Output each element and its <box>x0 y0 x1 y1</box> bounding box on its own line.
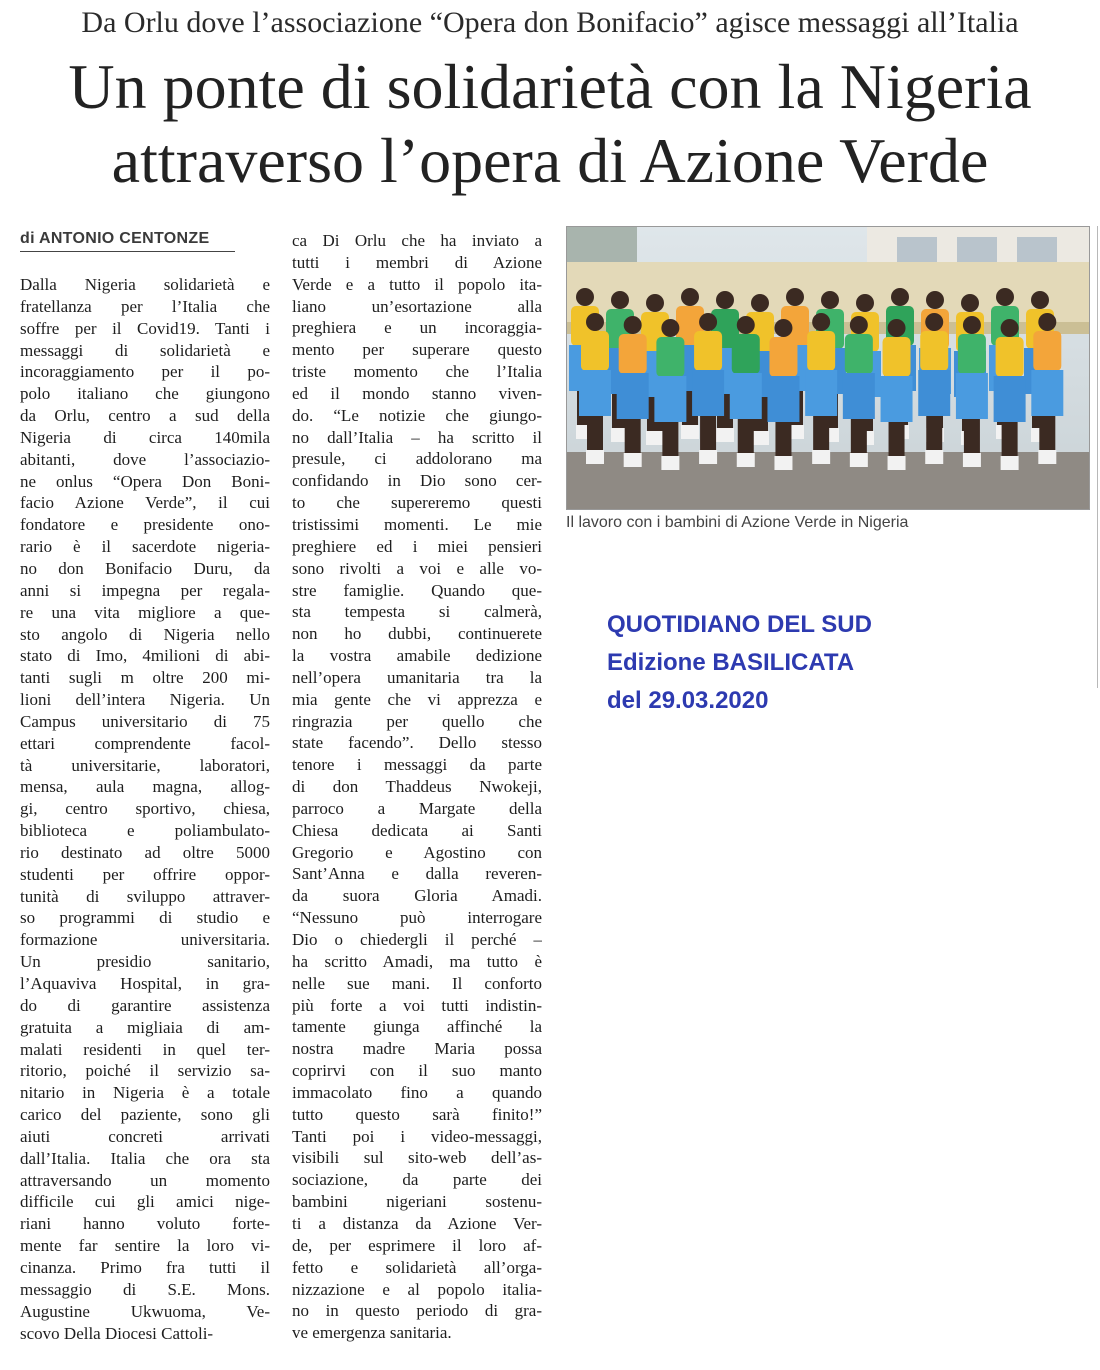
article-text-line: anni si impegna per regala- <box>20 580 270 600</box>
article-text-line: ne onlus “Opera Don Boni- <box>20 471 270 491</box>
article-text-line: mia gente che vi apprezza e <box>292 689 542 709</box>
article-text-line: nitario in Nigeria è a totale <box>20 1083 270 1103</box>
article-text-line: tamente giunga affinché la <box>292 1017 542 1037</box>
article-text-line: messaggio di S.E. Mons. <box>20 1279 270 1299</box>
article-text-line: riani hanno voluto forte- <box>20 1214 270 1234</box>
article-text-line: Verde e a tutto il popolo ita- <box>292 274 542 294</box>
article-text-line: abitanti, dove l’associazio- <box>20 449 270 469</box>
article-text-line: mensa, aula magna, allog- <box>20 777 270 797</box>
article-text-line: sto angolo di Nigeria nello <box>20 624 270 644</box>
article-text-line: no don Bonifacio Duru, da <box>20 558 270 578</box>
article-headline <box>0 50 1100 198</box>
article-text-line: ritorio, poiché il servizio sa- <box>20 1061 270 1081</box>
article-text-line: dall’Italia. Italia che ora sta <box>20 1148 270 1168</box>
article-text-line: fetto e solidarietà all’orga- <box>292 1257 542 1277</box>
article-text-line: da Orlu, centro a sud della <box>20 406 270 426</box>
article-text-line: tutto questo sarà finito!” <box>292 1104 542 1124</box>
article-photo <box>566 226 1090 510</box>
article-text-line: fondatore e presidente ono- <box>20 515 270 535</box>
article-text-line: Dalla Nigeria solidarietà e <box>20 275 270 294</box>
article-text-line: studenti per offrire oppor- <box>20 864 270 884</box>
article-text-line: facio Azione Verde”, il cui <box>20 493 270 513</box>
article-text-line: ve emergenza sanitaria. <box>292 1323 452 1343</box>
article-text-line: Un presidio sanitario, <box>20 952 270 972</box>
article-text-line: immacolato fino a quando <box>292 1082 542 1102</box>
source-note <box>607 606 872 720</box>
article-text-line: lioni dell’intera Nigeria. Un <box>20 690 270 710</box>
article-text-line: ed il mondo stanno viven- <box>292 383 542 403</box>
article-text-line: no dall’Italia – ha scritto il <box>292 427 542 447</box>
article-text-line: nell’opera umanitaria tra la <box>292 667 542 687</box>
article-text-line: polo italiano che giungono <box>20 384 270 404</box>
article-text-line: stato di Imo, 4milioni di abi- <box>20 646 270 666</box>
article-text-line: Campus universitario di 75 <box>20 711 270 731</box>
article-text-line: confidando in Dio sono cer- <box>292 471 542 491</box>
article-text-line: tunità di sviluppo attraver- <box>20 886 270 906</box>
article-text-line: incoraggiamento per il po- <box>20 362 270 382</box>
source-edition: Edizione BASILICATA <box>607 649 855 676</box>
article-text-line: messaggi di solidarietà e <box>20 340 270 360</box>
article-text-line: preghiera e un incoraggia- <box>292 318 542 338</box>
article-text-line: soffre per il Covid19. Tanti i <box>20 318 270 338</box>
article-text-line: la vostra amabile dedizione <box>292 646 542 666</box>
article-text-line: cinanza. Primo fra tutti il <box>20 1257 270 1277</box>
article-text-line: liano un’esortazione alla <box>292 296 542 316</box>
article-text-line: attraversando un momento <box>20 1170 270 1190</box>
article-text-line: fratellanza per l’Italia che <box>20 296 270 316</box>
source-newspaper: QUOTIDIANO DEL SUD <box>607 611 872 638</box>
article-text-line: Nigeria di circa 140mila <box>20 427 270 447</box>
article-text-line: no in questo periodo di gra- <box>292 1301 542 1321</box>
headline-line-1: Un ponte di solidarietà con la Nigeria <box>68 51 1032 122</box>
article-text-line: sta tempesta si calmerà, <box>292 602 542 622</box>
article-text-line: Sant’Anna e dalla reveren- <box>292 864 542 884</box>
article-column-1 <box>20 274 270 1344</box>
article-text-line: nelle sue mani. Il conforto <box>292 973 542 993</box>
article-text-line: Gregorio e Agostino con <box>292 842 542 862</box>
article-text-line: coprirvi con il suo manto <box>292 1061 542 1081</box>
article-text-line: aiuti concreti arrivati <box>20 1126 270 1146</box>
article-text-line: do di garantire assistenza <box>20 995 270 1015</box>
article-text-line: re una vita migliore a que- <box>20 602 270 622</box>
article-text-line: triste momento che l’Italia <box>292 362 542 382</box>
article-text-line: da suora Gloria Amadi. <box>292 886 542 906</box>
article-text-line: Tanti poi i video-messaggi, <box>292 1126 542 1146</box>
article-text-line: tutti i membri di Azione <box>292 252 542 272</box>
article-text-line: non ho dubbi, continuerete <box>292 624 542 644</box>
article-text-line: presule, ci addolorano ma <box>292 449 542 469</box>
article-text-line: rario è il sacerdote nigeria- <box>20 537 270 557</box>
article-text-line: Augustine Ukwuoma, Ve- <box>20 1301 270 1321</box>
article-text-line: formazione universitaria. <box>20 930 270 950</box>
article-text-line: ettari comprendente facol- <box>20 733 270 753</box>
article-text-line: ti a distanza da Azione Ver- <box>292 1213 542 1233</box>
article-text-line: tenore i messaggi da parte <box>292 755 542 775</box>
article-text-line: mento per superare questo <box>292 340 542 360</box>
article-text-line: stre famiglie. Quando que- <box>292 580 542 600</box>
article-text-line: de, per esprimere il loro af- <box>292 1235 542 1255</box>
article-text-line: ha scritto Amadi, ma tutto è <box>292 951 542 971</box>
article-text-line: di don Thaddeus Nwokeji, <box>292 777 542 797</box>
article-kicker: Da Orlu dove l’associazione “Opera don Bonifacio” agisce messaggi all’Italia <box>81 6 1019 39</box>
article-text-line: l’Aquaviva Hospital, in gra- <box>20 974 270 993</box>
article-text-line: visibili sul sito-web dell’as- <box>292 1148 542 1168</box>
article-text-line: preghiere ed i miei pensieri <box>292 536 542 556</box>
article-text-line: state facendo”. Dello stesso <box>292 733 542 753</box>
article-text-line: gi, centro sportivo, chiesa, <box>20 799 270 819</box>
article-text-line: carico del paziente, sono gli <box>20 1105 270 1125</box>
article-text-line: rio destinato ad oltre 5000 <box>20 842 270 862</box>
article-text-line: Dio o chiedergli il perché – <box>292 930 542 949</box>
article-text-line: tà universitarie, laboratori, <box>20 755 270 775</box>
source-date: del 29.03.2020 <box>607 687 769 714</box>
children-group-photo <box>567 227 1089 509</box>
article-text-line: so programmi di studio e <box>20 908 270 928</box>
article-text-line: bambini nigeriani sostenu- <box>292 1192 542 1212</box>
article-text-line: malati residenti in quel ter- <box>20 1039 270 1059</box>
article-column-2 <box>292 230 542 1344</box>
article-text-line: to che supereremo questi <box>292 493 542 513</box>
article-text-line: tristissimi momenti. Le mie <box>292 514 542 534</box>
article-text-line: nizzazione e al popolo italia- <box>292 1279 542 1299</box>
article-byline: di ANTONIO CENTONZE <box>20 230 235 252</box>
article-text-line: ca Di Orlu che ha inviato a <box>292 231 542 250</box>
article-text-line: parroco a Margate della <box>292 798 542 818</box>
photo-caption: Il lavoro con i bambini di Azione Verde in Nigeria <box>566 514 909 531</box>
article-text-line: nostra madre Maria possa <box>292 1039 542 1059</box>
headline-line-2: attraverso l’opera di Azione Verde <box>111 125 989 196</box>
article-text-line: gratuita a migliaia di am- <box>20 1017 270 1037</box>
article-text-line: più forte a voi tutti indistin- <box>292 995 542 1015</box>
article-text-line: sociazione, da parte dei <box>292 1170 542 1190</box>
article-text-line: do. “Le notizie che giungo- <box>292 405 542 425</box>
column-divider <box>1097 226 1098 688</box>
article-text-line: tanti sugli m oltre 200 mi- <box>20 668 270 688</box>
article-text-line: “Nessuno può interrogare <box>292 908 542 928</box>
article-text-line: mente far sentire la loro vi- <box>20 1236 270 1256</box>
article-text-line: ringrazia per quello che <box>292 711 542 731</box>
article-text-line: Chiesa dedicata ai Santi <box>292 820 542 840</box>
article-text-line: difficile cui gli amici nige- <box>20 1192 270 1212</box>
article-text-line: scovo Della Diocesi Cattoli- <box>20 1323 214 1343</box>
article-text-line: sono rivolti a voi e alle vo- <box>292 558 542 578</box>
article-text-line: biblioteca e poliambulato- <box>20 821 270 841</box>
